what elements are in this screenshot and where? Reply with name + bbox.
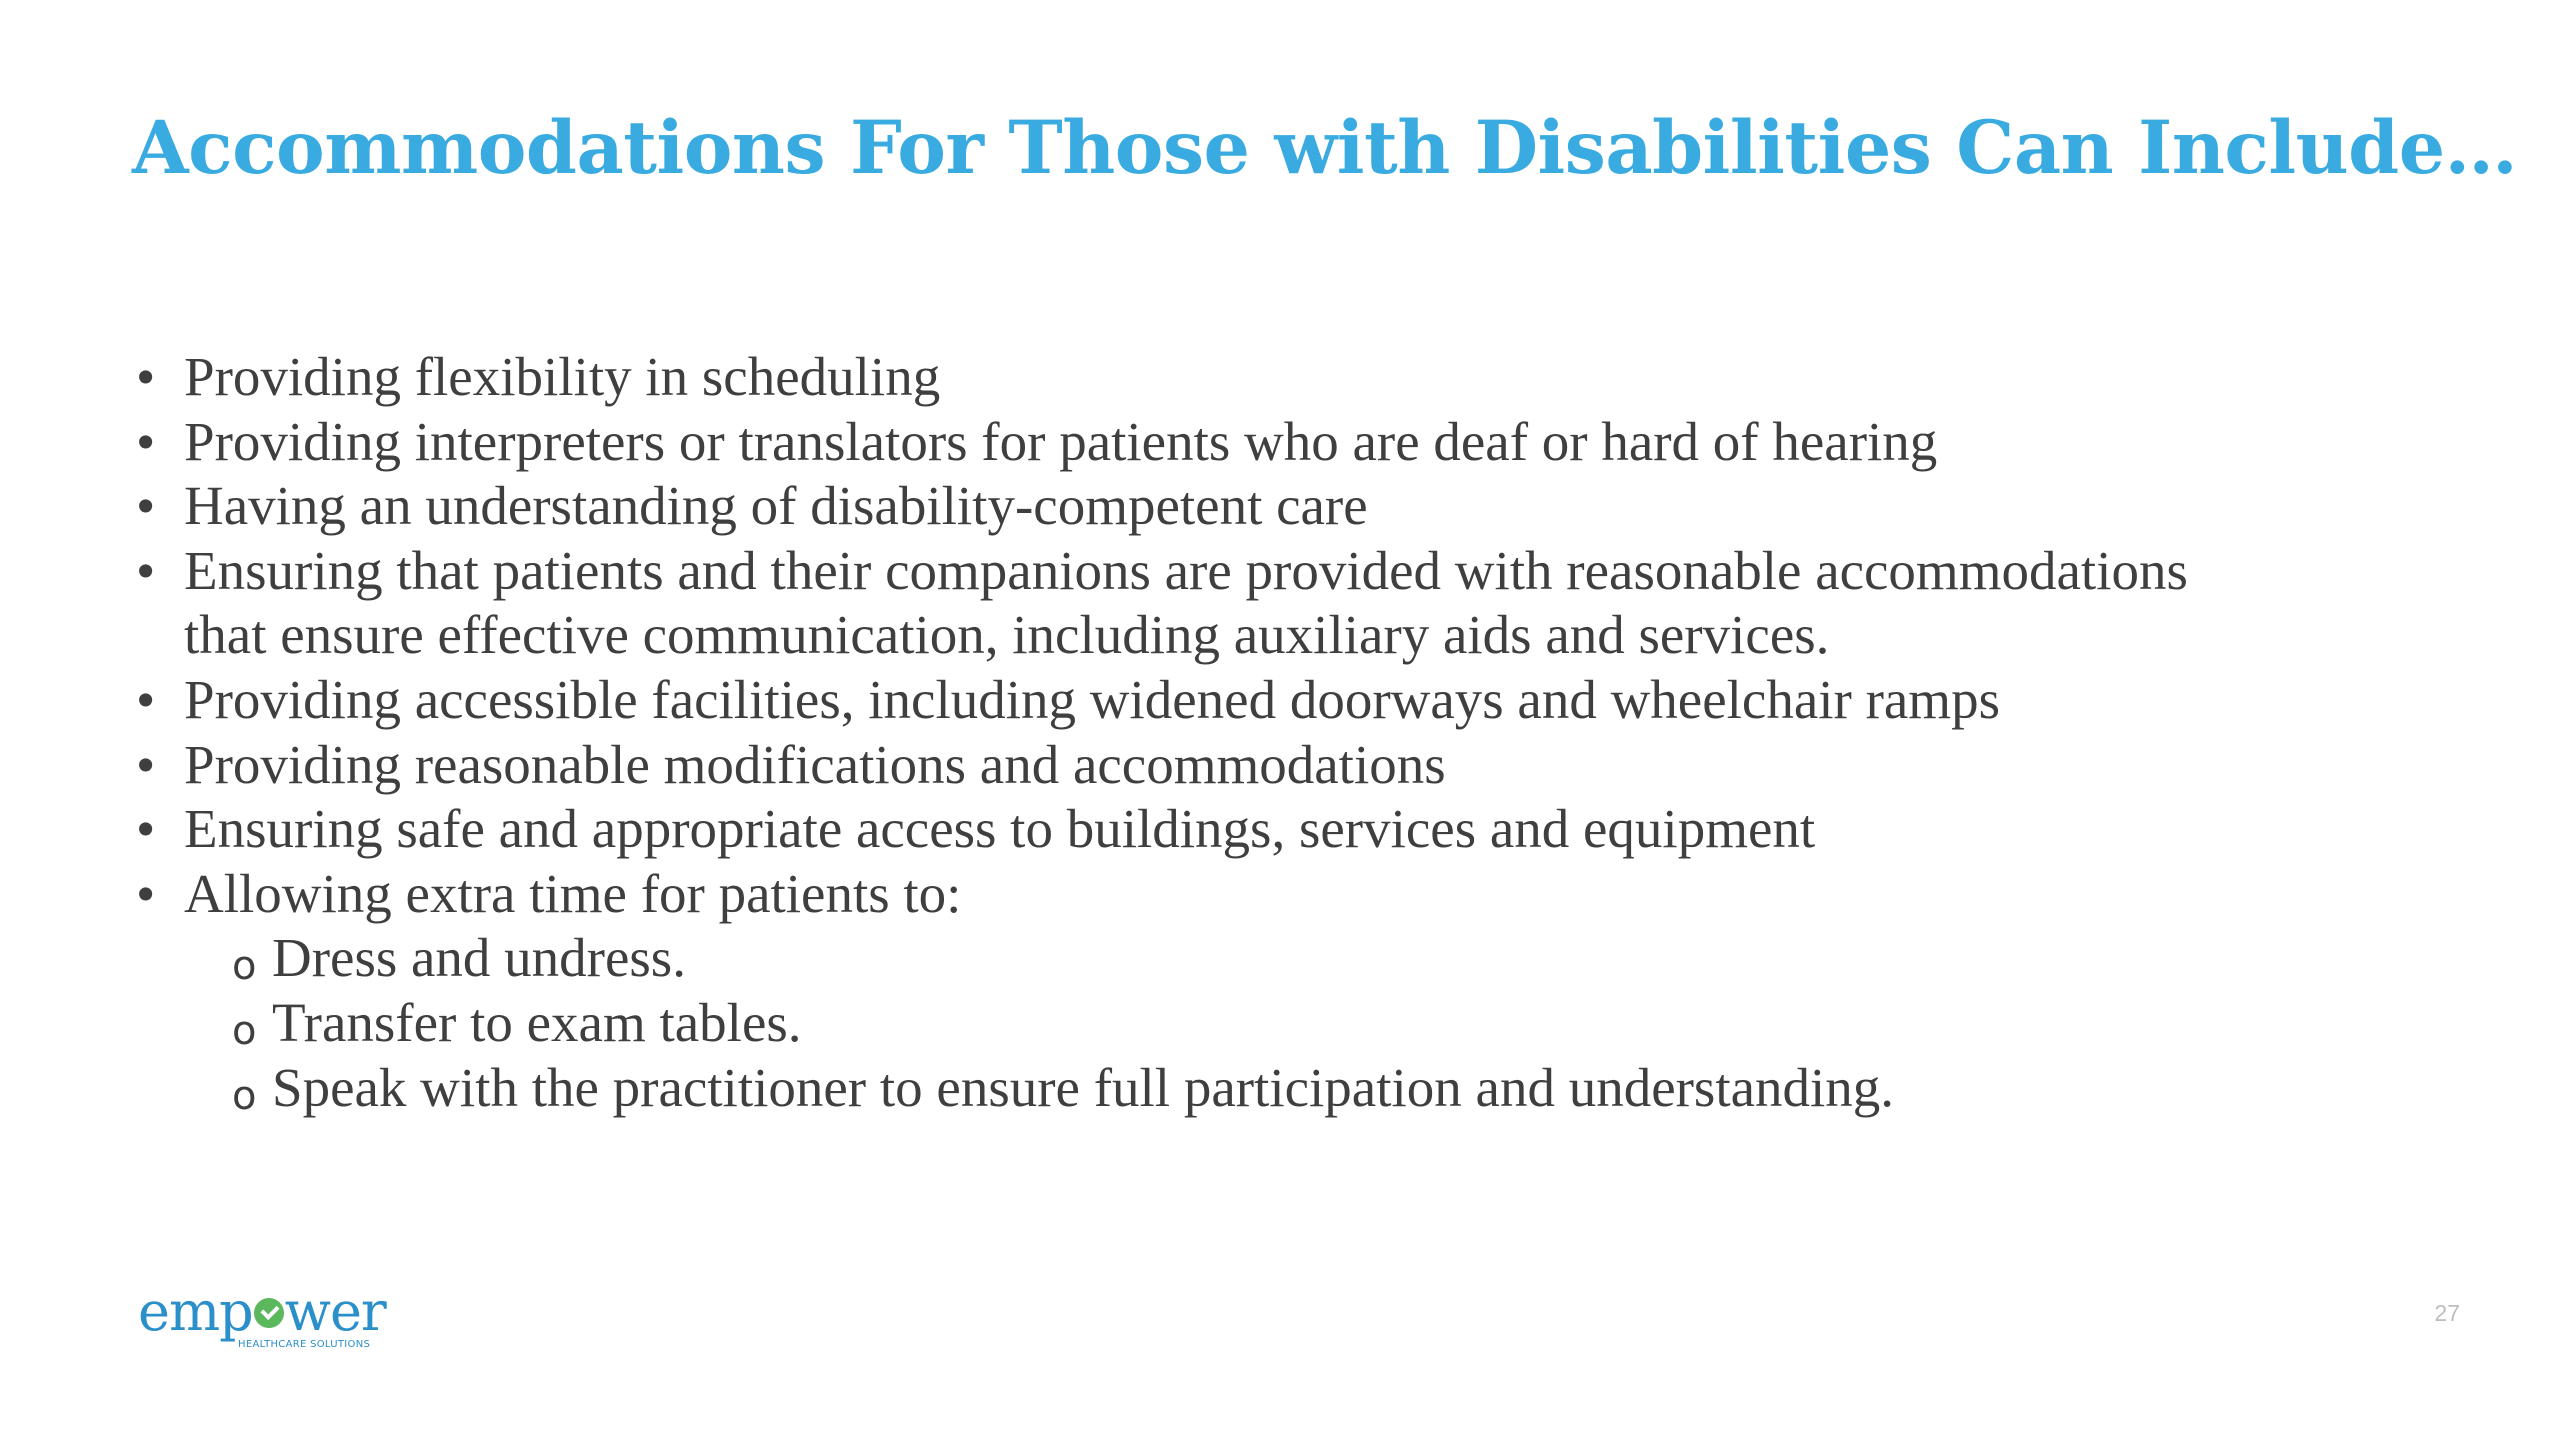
sub-bullet-item [132, 926, 2192, 991]
bullet-list [132, 345, 2192, 1120]
bullet-item [132, 345, 2192, 410]
bullet-dot-icon: • [136, 346, 156, 407]
sub-bullet-item [132, 991, 2192, 1056]
bullet-text: Allowing extra time for patients to: [184, 862, 962, 924]
hollow-circle-icon: o [232, 1007, 257, 1054]
hollow-circle-icon: o [232, 1072, 257, 1119]
bullet-item [132, 797, 2192, 862]
checkmark-leaf-icon [254, 1298, 284, 1328]
bullet-text: Providing reasonable modifications and accommodations [184, 733, 1446, 795]
sub-bullet-list [184, 926, 2192, 1120]
bullet-item [132, 539, 2192, 668]
logo-word-start: emp [138, 1280, 253, 1343]
bullet-dot-icon: • [136, 410, 156, 472]
sub-bullet-text: Dress and undress. [272, 927, 686, 989]
bullet-dot-icon: • [136, 862, 156, 924]
bullet-text: Providing flexibility in scheduling [184, 346, 941, 407]
logo-tagline: HEALTHCARE SOLUTIONS [238, 1339, 371, 1350]
logo-word-end: wer [284, 1280, 386, 1343]
empower-logo [138, 1280, 398, 1354]
bullet-item [132, 733, 2192, 798]
logo-wordmark [138, 1280, 386, 1343]
bullet-item [132, 668, 2192, 733]
bullet-dot-icon: • [136, 668, 156, 730]
bullet-item [132, 474, 2192, 539]
slide-title: Accommodations For Those with Disabilities Can Include… [132, 105, 2518, 191]
bullet-text: Providing interpreters or translators for patients who are deaf or hard of hearing [184, 410, 1938, 472]
sub-bullet-text: Transfer to exam tables. [272, 991, 802, 1053]
bullet-dot-icon: • [136, 475, 156, 537]
bullet-text: Providing accessible facilities, including widened doorways and wheelchair ramps [184, 668, 2000, 730]
bullet-dot-icon: • [136, 733, 156, 795]
bullet-text: Ensuring that patients and their companions are provided with reasonable accommodations that ensure effective communication, including auxiliary aids and services. [184, 539, 2188, 666]
bullet-text: Having an understanding of disability-competent care [184, 475, 1368, 537]
bullet-item [132, 862, 2192, 1120]
bullet-dot-icon: • [136, 798, 156, 860]
sub-bullet-item [132, 1056, 2192, 1121]
bullet-item [132, 410, 2192, 475]
hollow-circle-icon: o [232, 943, 257, 990]
page-number: 27 [2434, 1300, 2460, 1326]
bullet-dot-icon: • [136, 539, 156, 601]
bullet-text: Ensuring safe and appropriate access to buildings, services and equipment [184, 798, 1816, 860]
sub-bullet-text: Speak with the practitioner to ensure full participation and understanding. [272, 1056, 1895, 1118]
